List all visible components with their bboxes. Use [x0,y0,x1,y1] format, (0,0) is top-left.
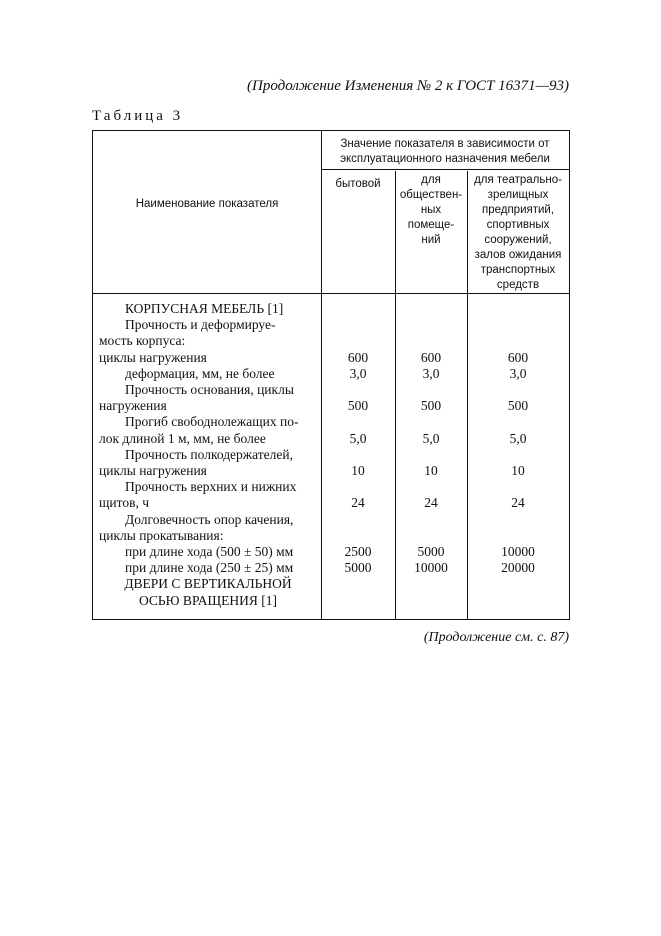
row-text: Прочность полкодержателей, [125,446,293,462]
theatrical-header-line: для театрально- [474,174,562,186]
group-header [321,137,569,167]
row-text: Прочность верхних и нижних [125,479,297,495]
value-cell: 24 [351,495,365,510]
theatrical-header-line: зрелищных [487,189,549,201]
value-cell: 3,0 [422,366,440,381]
page-footer: (Продолжение см. с. 87) [423,630,569,645]
value-cell: 600 [507,350,529,365]
value-cell: 24 [424,495,438,510]
row-text: Прогиб свободнолежащих по- [125,414,299,430]
value-cell: 500 [507,398,529,413]
value-cell: 5000 [344,560,372,575]
value-cell: 10 [424,463,438,478]
theatrical-header-line: спортивных [486,219,550,231]
group-header-divider [321,169,569,170]
row-text: лок длиной 1 м, мм, не более [99,430,266,446]
value-cell: 10000 [414,560,448,575]
row-text: циклы нагружения [99,463,207,479]
value-cell: 600 [420,350,442,365]
section-heading-doors: ОСЬЮ ВРАЩЕНИЯ [1] [139,592,277,608]
public-header-line: для [421,174,441,186]
value-cell: 5000 [417,544,445,559]
row-text: циклы прокатывания: [99,527,224,543]
theatrical-header-line: сооружений, [484,234,552,246]
public-header-line: обществен- [399,189,463,201]
value-cell: 20000 [501,560,535,575]
value-cell: 3,0 [349,366,367,381]
public-header-line: ных [420,204,442,216]
value-cell: 500 [420,398,442,413]
row-text: мость корпуса: [99,333,186,349]
indicator-names [99,301,317,609]
household-header [321,177,395,192]
value-cell: 10000 [501,544,535,559]
row-text: щитов, ч [99,495,150,511]
section-heading-cabinet-furniture: КОРПУСНАЯ МЕБЕЛЬ [1] [125,301,284,316]
value-cell: 5,0 [422,431,440,446]
row-text: деформация, мм, не более [125,365,275,381]
group-header-line-2: эксплуатационного назначения мебели [340,153,550,165]
page-header: (Продолжение Изменения № 2 к ГОСТ 16371—93) [247,78,569,94]
value-cell: 10 [511,463,525,478]
row-text: при длине хода (250 ± 25) мм [125,560,294,576]
row-text: Прочность и деформируе- [125,317,276,333]
group-header-line-1: Значение показателя в зависимости от [340,138,550,150]
value-cell: 500 [347,398,369,413]
row-text: нагружения [99,398,167,414]
theatrical-header-line: предприятий, [481,204,555,216]
theatrical-header-line: залов ожидания [474,249,562,261]
value-cell: 5,0 [349,431,367,446]
household-header-line: бытовой [335,178,381,190]
table-label: Таблица 3 [92,108,184,124]
theatrical-header-line: транспортных [480,264,556,276]
table-3 [92,130,570,620]
theatrical-header [467,173,569,293]
value-cell: 10 [351,463,365,478]
row-text: циклы нагружения [99,349,207,365]
row-text: Долговечность опор качения, [125,511,294,527]
value-cell: 2500 [344,544,372,559]
theatrical-header-line: средств [496,279,540,291]
value-cell: 3,0 [509,366,527,381]
public-header [395,173,467,248]
value-cell: 5,0 [509,431,527,446]
value-cell: 600 [347,350,369,365]
public-header-line: помеще- [407,219,455,231]
value-cell: 24 [511,495,525,510]
row-text: при длине хода (500 ± 50) мм [125,544,294,560]
name-column-header: Наименование показателя [135,198,279,210]
row-text: Прочность основания, циклы [125,382,294,398]
public-header-line: ний [421,234,441,246]
section-heading-doors: ДВЕРИ С ВЕРТИКАЛЬНОЙ [124,576,292,592]
header-body-divider [93,293,569,294]
